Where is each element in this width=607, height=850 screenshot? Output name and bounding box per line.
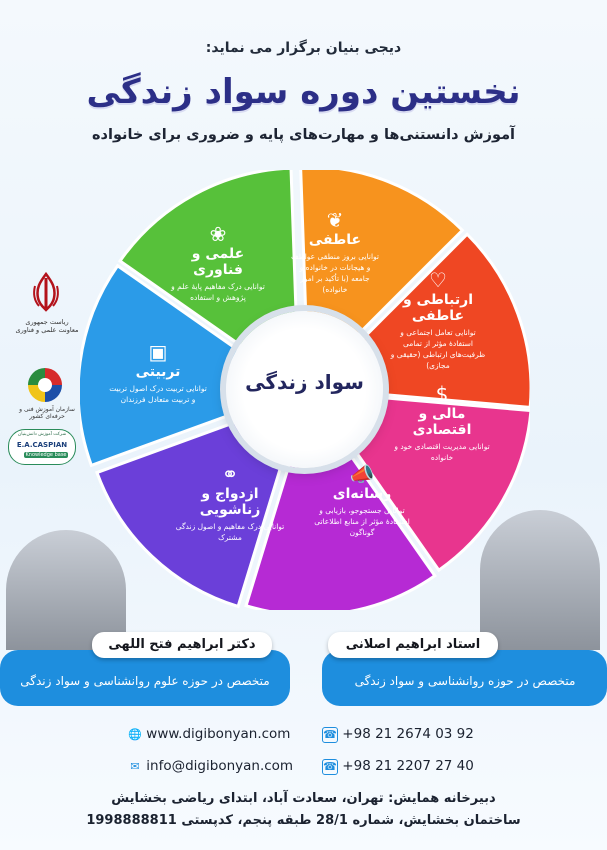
segment-financial: $ مالی و اقتصادی توانایی مدیریت اقتصادی خود و خانواده: [392, 382, 492, 463]
email-row: [128, 758, 293, 774]
phone2-number[interactable]: +98 21 2207 27 40: [342, 758, 474, 774]
page-subtitle: آموزش دانستنی‌ها و مهارت‌های پایه و ضروری برای خانواده: [91, 127, 516, 143]
tvto-logo-icon: [28, 368, 62, 402]
iran-emblem-icon: [30, 272, 62, 312]
address-line-2: ساختمان بخشایش، شماره 28/1 طبقه پنجم، کدپستی 1998888811: [86, 813, 521, 828]
website-link[interactable]: www.digibonyan.com: [146, 726, 291, 742]
speaker-right-desc: متخصص در حوزه روانشناسی و سواد زندگی: [354, 674, 576, 688]
caspian-top-label: شرکت آموزش دانش‌بنیان: [17, 432, 67, 437]
segment-parenting: ▣ تربیتی توانایی تربیت درک اصول تربیت و تربیت متعادل فرزندان: [109, 340, 207, 404]
mail-icon: ✉: [130, 760, 140, 773]
caspian-kb-label: Knowledge base: [25, 452, 67, 458]
speaker-right-photo: [480, 510, 600, 650]
email-link[interactable]: info@digibonyan.com: [146, 758, 294, 774]
presidency-label: ریاست جمهوری معاونت علمی و فناوری: [15, 318, 79, 334]
speaker-right-name: استاد ابراهیم اصلانی: [328, 632, 498, 658]
address-line-1: دبیرخانه همایش: تهران، سعادت آباد، ابتدای ریاضی بخشایش: [111, 791, 496, 806]
segment-emotional: ❦ عاطفی توانایی بروز منطقی عواطف و هیجانات در خانواده و جامعه (با تأکید بر امور خانواده): [290, 208, 380, 294]
rings-icon: ⚭: [221, 462, 239, 486]
brain-icon: ❀: [209, 222, 227, 246]
chat-heart-icon: ♡: [429, 268, 447, 292]
speaker-left-desc: متخصص در حوزه علوم روانشناسی و سواد زندگی: [20, 674, 270, 688]
phone-icon: ☎: [323, 760, 337, 773]
money-icon: $: [435, 382, 449, 406]
segment-marriage: ⚭ ازدواج و زناشویی توانایی درک مفاهیم و اصول زندگی مشترک: [175, 462, 285, 542]
heart-icon: ❦: [326, 208, 344, 232]
teacher-icon: ▣: [148, 340, 168, 364]
tvto-label: سازمان آموزش فنی و حرفه‌ای کشور: [19, 406, 75, 420]
phone-icon: ☎: [323, 728, 337, 741]
intro-text: دیجی بنیان برگزار می نماید:: [205, 40, 402, 56]
segment-relational: ♡ ارتباطی و عاطفی توانایی تعامل اجتماعی و استفادهٔ مؤثر از تمامی ظرفیت‌های ارتباطی (حقیقی و مجازی): [388, 268, 488, 371]
segment-science: ❀ علمی و فناوری توانایی درک مفاهیم پایهٔ علم و پژوهش و استفاده: [168, 222, 268, 303]
phone1-row: [322, 726, 474, 743]
phone2-row: [322, 758, 474, 775]
globe-icon: 🌐: [128, 728, 142, 741]
segment-media: 📣 رسانه‌ای توانایی جستجوجو، بازیابی و استفادهٔ مؤثر از منابع اطلاعاتی گوناگون: [312, 462, 412, 538]
phone1-number[interactable]: +98 21 2674 03 92: [342, 726, 474, 742]
wheel-center-label: سواد زندگی: [245, 370, 364, 394]
caspian-name: E.A.CASPIAN: [16, 441, 68, 449]
page-title: نخستین دوره سواد زندگی: [86, 72, 521, 112]
speaker-left-name: دکتر ابراهیم فتح اللهی: [92, 632, 272, 658]
megaphone-icon: 📣: [349, 462, 375, 486]
website-row: [128, 726, 290, 742]
